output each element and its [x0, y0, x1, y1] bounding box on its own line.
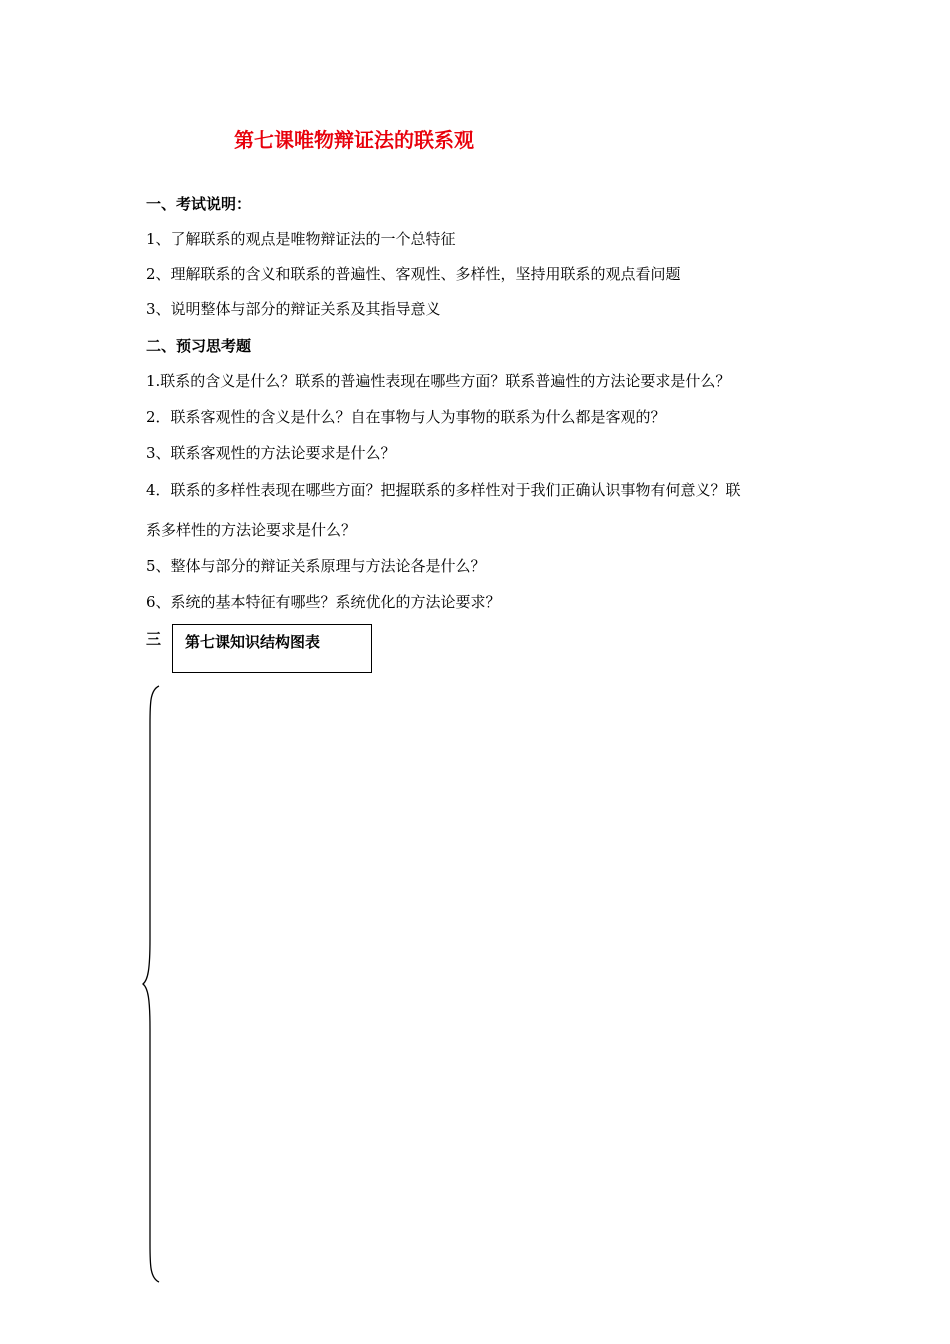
section2-heading: 二、预习思考题 [146, 337, 252, 355]
section1-heading: 一、考试说明： [146, 195, 252, 213]
question-item: 1.联系的含义是什么？联系的普遍性表现在哪些方面？联系普遍性的方法论要求是什么？ [146, 372, 731, 390]
question-item: 5、整体与部分的辩证关系原理与方法论各是什么？ [146, 557, 486, 575]
section3-label: 三 [146, 630, 162, 648]
question-item: 4．联系的多样性表现在哪些方面？把握联系的多样性对于我们正确认识事物有何意义？联 [146, 481, 741, 499]
question-item: 3、联系客观性的方法论要求是什么？ [146, 444, 396, 462]
question-item-continuation: 系多样性的方法论要求是什么？ [146, 521, 357, 539]
knowledge-structure-box [172, 624, 372, 673]
question-item: 6、系统的基本特征有哪些？系统优化的方法论要求？ [146, 593, 501, 611]
exam-item: 3、说明整体与部分的辩证关系及其指导意义 [146, 300, 441, 318]
knowledge-structure-title: 第七课知识结构图表 [185, 633, 321, 651]
left-brace [138, 684, 168, 1284]
question-item: 2．联系客观性的含义是什么？自在事物与人为事物的联系为什么都是客观的？ [146, 408, 666, 426]
exam-item: 1、了解联系的观点是唯物辩证法的一个总特征 [146, 230, 456, 248]
page-title: 第七课唯物辩证法的联系观 [234, 128, 474, 152]
exam-item: 2、理解联系的含义和联系的普遍性、客观性、多样性，坚持用联系的观点看问题 [146, 265, 681, 283]
